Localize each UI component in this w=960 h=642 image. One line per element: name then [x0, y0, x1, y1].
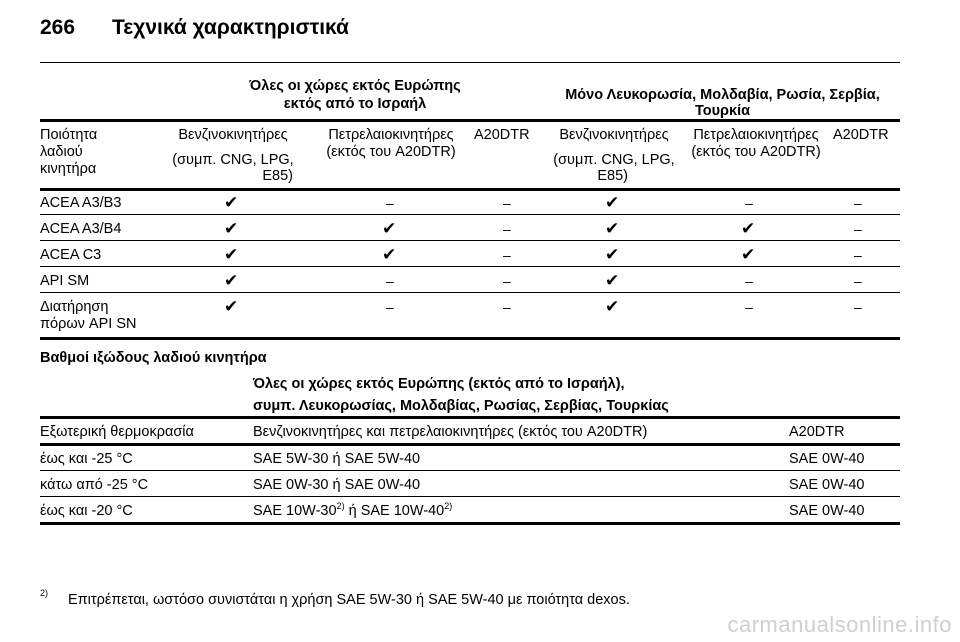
check-icon: ✔	[605, 219, 620, 238]
col-header-engines: Βενζινοκινητήρες και πετρελαιοκινητήρες (εκτός του A20DTR)	[253, 424, 648, 440]
table2-top-rule	[40, 416, 900, 419]
group-header-a-line2: εκτός από το Ισραήλ	[283, 96, 427, 112]
dash-mark: –	[745, 299, 753, 315]
header-rule	[40, 62, 900, 63]
dash-mark: –	[854, 247, 862, 263]
dash-mark: –	[854, 273, 862, 289]
footnote-text: Επιτρέπεται, ωστόσο συνιστάται η χρήση SAE 5W-30 ή SAE 5W-40 με ποιότητα dexos.	[68, 592, 630, 608]
col-header-outside-temp: Εξωτερική θερμοκρασία	[40, 424, 194, 440]
table1-header-rule	[40, 188, 900, 191]
table1-top-rule	[40, 119, 900, 122]
dash-mark: –	[503, 247, 511, 263]
check-icon: ✔	[605, 271, 620, 290]
dash-mark: –	[854, 221, 862, 237]
table2-header-rule	[40, 443, 900, 446]
dash-mark: –	[386, 195, 394, 211]
check-icon: ✔	[605, 297, 620, 316]
section-title: Βαθμοί ιξώδους λαδιού κινητήρα	[40, 350, 267, 366]
check-icon: ✔	[741, 219, 756, 238]
check-icon: ✔	[382, 245, 397, 264]
dash-mark: –	[503, 195, 511, 211]
col-header-a20dtr-b: A20DTR	[833, 127, 889, 143]
page-number: 266	[40, 16, 76, 39]
check-icon: ✔	[382, 219, 397, 238]
dash-mark: –	[854, 299, 862, 315]
col-header-a20dtr-a: A20DTR	[474, 127, 530, 143]
check-icon: ✔	[224, 271, 239, 290]
check-icon: ✔	[224, 219, 239, 238]
section-subtitle-line1: Όλες οι χώρες εκτός Ευρώπης (εκτός από το Ισραήλ),	[253, 376, 625, 392]
table2-bottom-rule	[40, 522, 900, 525]
footnote-ref: 2)	[336, 501, 345, 512]
dash-mark: –	[386, 299, 394, 315]
dash-mark: –	[503, 221, 511, 237]
grade-with-footnotes: SAE 10W-30$^{2)}$ ή SAE 10W-40$^{2)}$	[253, 501, 453, 519]
section-subtitle-line2: συμπ. Λευκορωσίας, Μολδαβίας, Ρωσίας, Σερβίας, Τουρκίας	[253, 398, 669, 414]
page-title: Τεχνικά χαρακτηριστικά	[112, 16, 349, 39]
check-icon: ✔	[741, 245, 756, 264]
footnote-ref: 2)	[444, 501, 453, 512]
table1-bottom-rule	[40, 337, 900, 340]
dash-mark: –	[503, 273, 511, 289]
group-header-b-line1: Μόνο Λευκορωσία, Μολδαβία, Ρωσία, Σερβία,	[565, 87, 880, 103]
dash-mark: –	[745, 273, 753, 289]
check-icon: ✔	[224, 245, 239, 264]
dash-mark: –	[386, 273, 394, 289]
check-icon: ✔	[605, 193, 620, 212]
check-icon: ✔	[224, 193, 239, 212]
col-header-a20dtr: A20DTR	[789, 424, 845, 440]
dash-mark: –	[854, 195, 862, 211]
group-header-b-line2: Τουρκία	[694, 103, 751, 119]
footnote-marker: 2)	[40, 588, 49, 598]
watermark: carmanualsonline.info	[727, 612, 952, 637]
check-icon: ✔	[224, 297, 239, 316]
group-header-a-line1: Όλες οι χώρες εκτός Ευρώπης	[249, 78, 461, 94]
dash-mark: –	[745, 195, 753, 211]
dash-mark: –	[503, 299, 511, 315]
check-icon: ✔	[605, 245, 620, 264]
